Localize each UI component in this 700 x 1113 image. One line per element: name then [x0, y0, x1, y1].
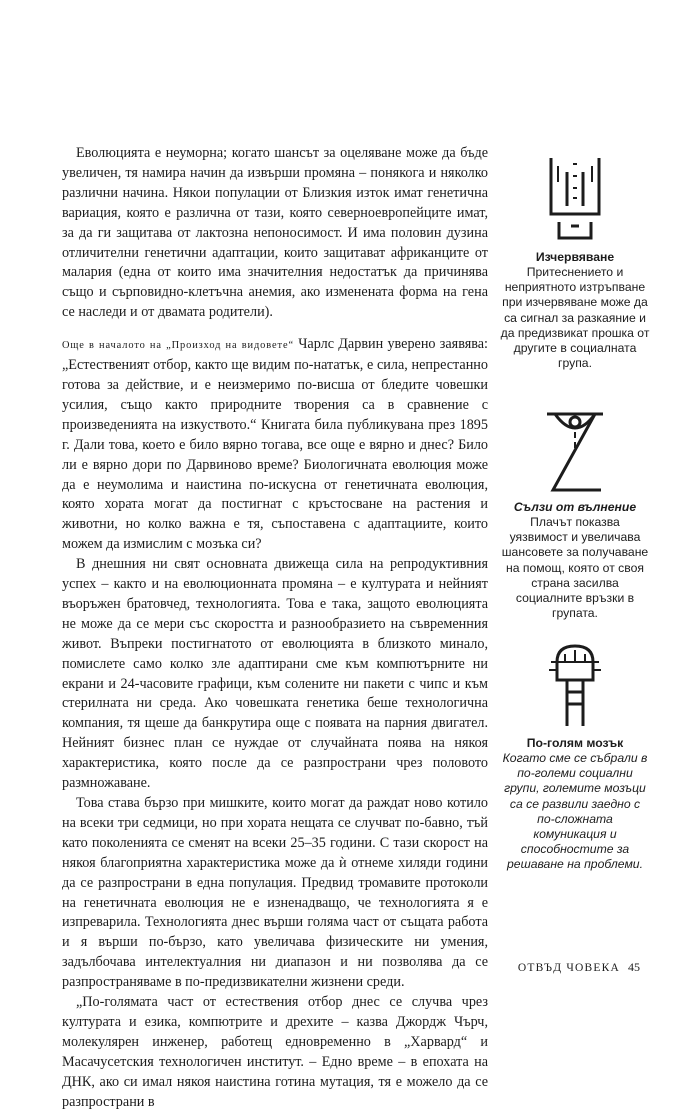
- paragraph-5: „По-голямата част от естествения отбор днес се случва чрез културата и езика, компютрите и дрехите – казва Джордж Чърч, молекулярен инженер, работещ едновременно в „Харвард“ и Масачусетския технологичен институт. – Едно време – в епохата на ДНК, ако си имал някоя наистина готина мутация, тя е можело да се разпространи в: [62, 994, 488, 1110]
- sidebar-title: По-голям мозък: [526, 736, 624, 750]
- tear-eye-icon: [543, 402, 607, 494]
- paragraph-3: В днешния ни свят основната движеща сила на репродуктивния успех – както и на еволюционната промяна – е културата и нейният въоръжен братовчед, технологията. Това е така, защото еволюцията не може да се мери със скоростта и разнообразието на съвременния живот. Въпреки постигнатото от еволюцията в близкото минало, помислете само колко зле адаптирани сме към компютърните ни екрани и 24-часовите графици, към солените ни пакети с чипс и към стерилната ни среда. Ако човешката генетика беше технологична компания, тя щеше да банкрутира още с появата на парния двигател. Нейният бизнес план се нуждае от случайната поява на някоя характеристика, която после да се разпространи чрез половото размножаване.: [62, 556, 488, 792]
- page-footer: [518, 960, 640, 975]
- paragraph-1: Еволюцията е неуморна; когато шансът за оцеляване може да бъде увеличен, тя намира начин да извърши промяна – понякога и няколко различни начина. Някои популации от Близкия изток имат генетична вариация, която е различна от тази, която северноевропейците имат, за да ги защитава от лактозна непоносимост. И има половин дузина отличителни генетични адаптации, които защитават африканците от малария (една от които има значителния недостатък да причинява също и сърповидно-клетъчна анемия, ако изменената форма на гена се наследи и от двамата родители).: [62, 145, 488, 321]
- sidebar-item-blushing: [500, 152, 650, 371]
- page-number: 45: [628, 960, 640, 974]
- paragraph-2-text: Чарлс Дарвин уверено заявява: „Естественият отбор, както ще видим по-нататък, е сила, непрестанно готова за действие, и е неизмеримо по-висша от бледите човешки усилия, също както природните творения са в сравнение с произведенията на изкуството.“ Книгата била публикувана през 1895 г. Дали това, което е било вярно тогава, все още е вярно и днес? Било ли е вярно дори по Дарвиново време? Биологичната еволюция може да е неумолима и наистина по-искусна от генетичната еволюция, която хората могат да постигнат с кръстосване на растения и животни, но колко важна е тя, съпоставена с адаптациите, които можем да измислим с мозъка си?: [62, 336, 488, 553]
- sidebar-item-bigger-brain: [500, 640, 650, 873]
- paragraph-2: [62, 335, 488, 555]
- paragraph-4: Това става бързо при мишките, които могат да раждат ново котило на всеки три седмици, но при хората нещата се случват по-бавно, тъй като поколенията се сменят на всеки 25–35 години. С тази скорост на някоя благоприятна характеристика може да ѝ отнеме хиляди години да се разпространи в една популация. Предвид тромавите протоколи на генетичната еволюция не е изненадващо, че технологията я е изпреварила. Технологията днес върши голяма част от същата работа и я върши по-бързо, като увеличава физическите ни умения, задълбочава интелектуалния ни диапазон и ни позволява да се разпространяваме в по-предизвикателни жизнени среди.: [62, 795, 488, 991]
- bigger-brain-figure-icon: [543, 640, 607, 730]
- blushing-face-icon: [545, 152, 605, 244]
- section-lead-in: Още в началото на „Произход на видовете“: [62, 340, 294, 352]
- sidebar-description: Плачът показва уязвимост и увеличава шансовете за получаване на помощ, която от своя страна засилва социалните връзки в групата.: [501, 515, 649, 621]
- running-head: ОТВЪД ЧОВЕКА: [517, 962, 620, 974]
- sidebar-description: Притеснението и неприятното изтръпване при изчервяване може да са сигнал за разкаяние и да предизвикат прошка от другите в социалната група.: [500, 265, 650, 371]
- sidebar-title: Сълзи от вълнение: [513, 500, 637, 514]
- sidebar-description: Когато сме се събрали в по-големи социални групи, големите мозъци са се развили заедно с по-сложната комуникация и способностите за решаване на проблеми.: [502, 751, 648, 872]
- sidebar-item-tears: [500, 402, 650, 621]
- sidebar-title: Изчервяване: [535, 250, 615, 264]
- main-text-column: [62, 144, 488, 1113]
